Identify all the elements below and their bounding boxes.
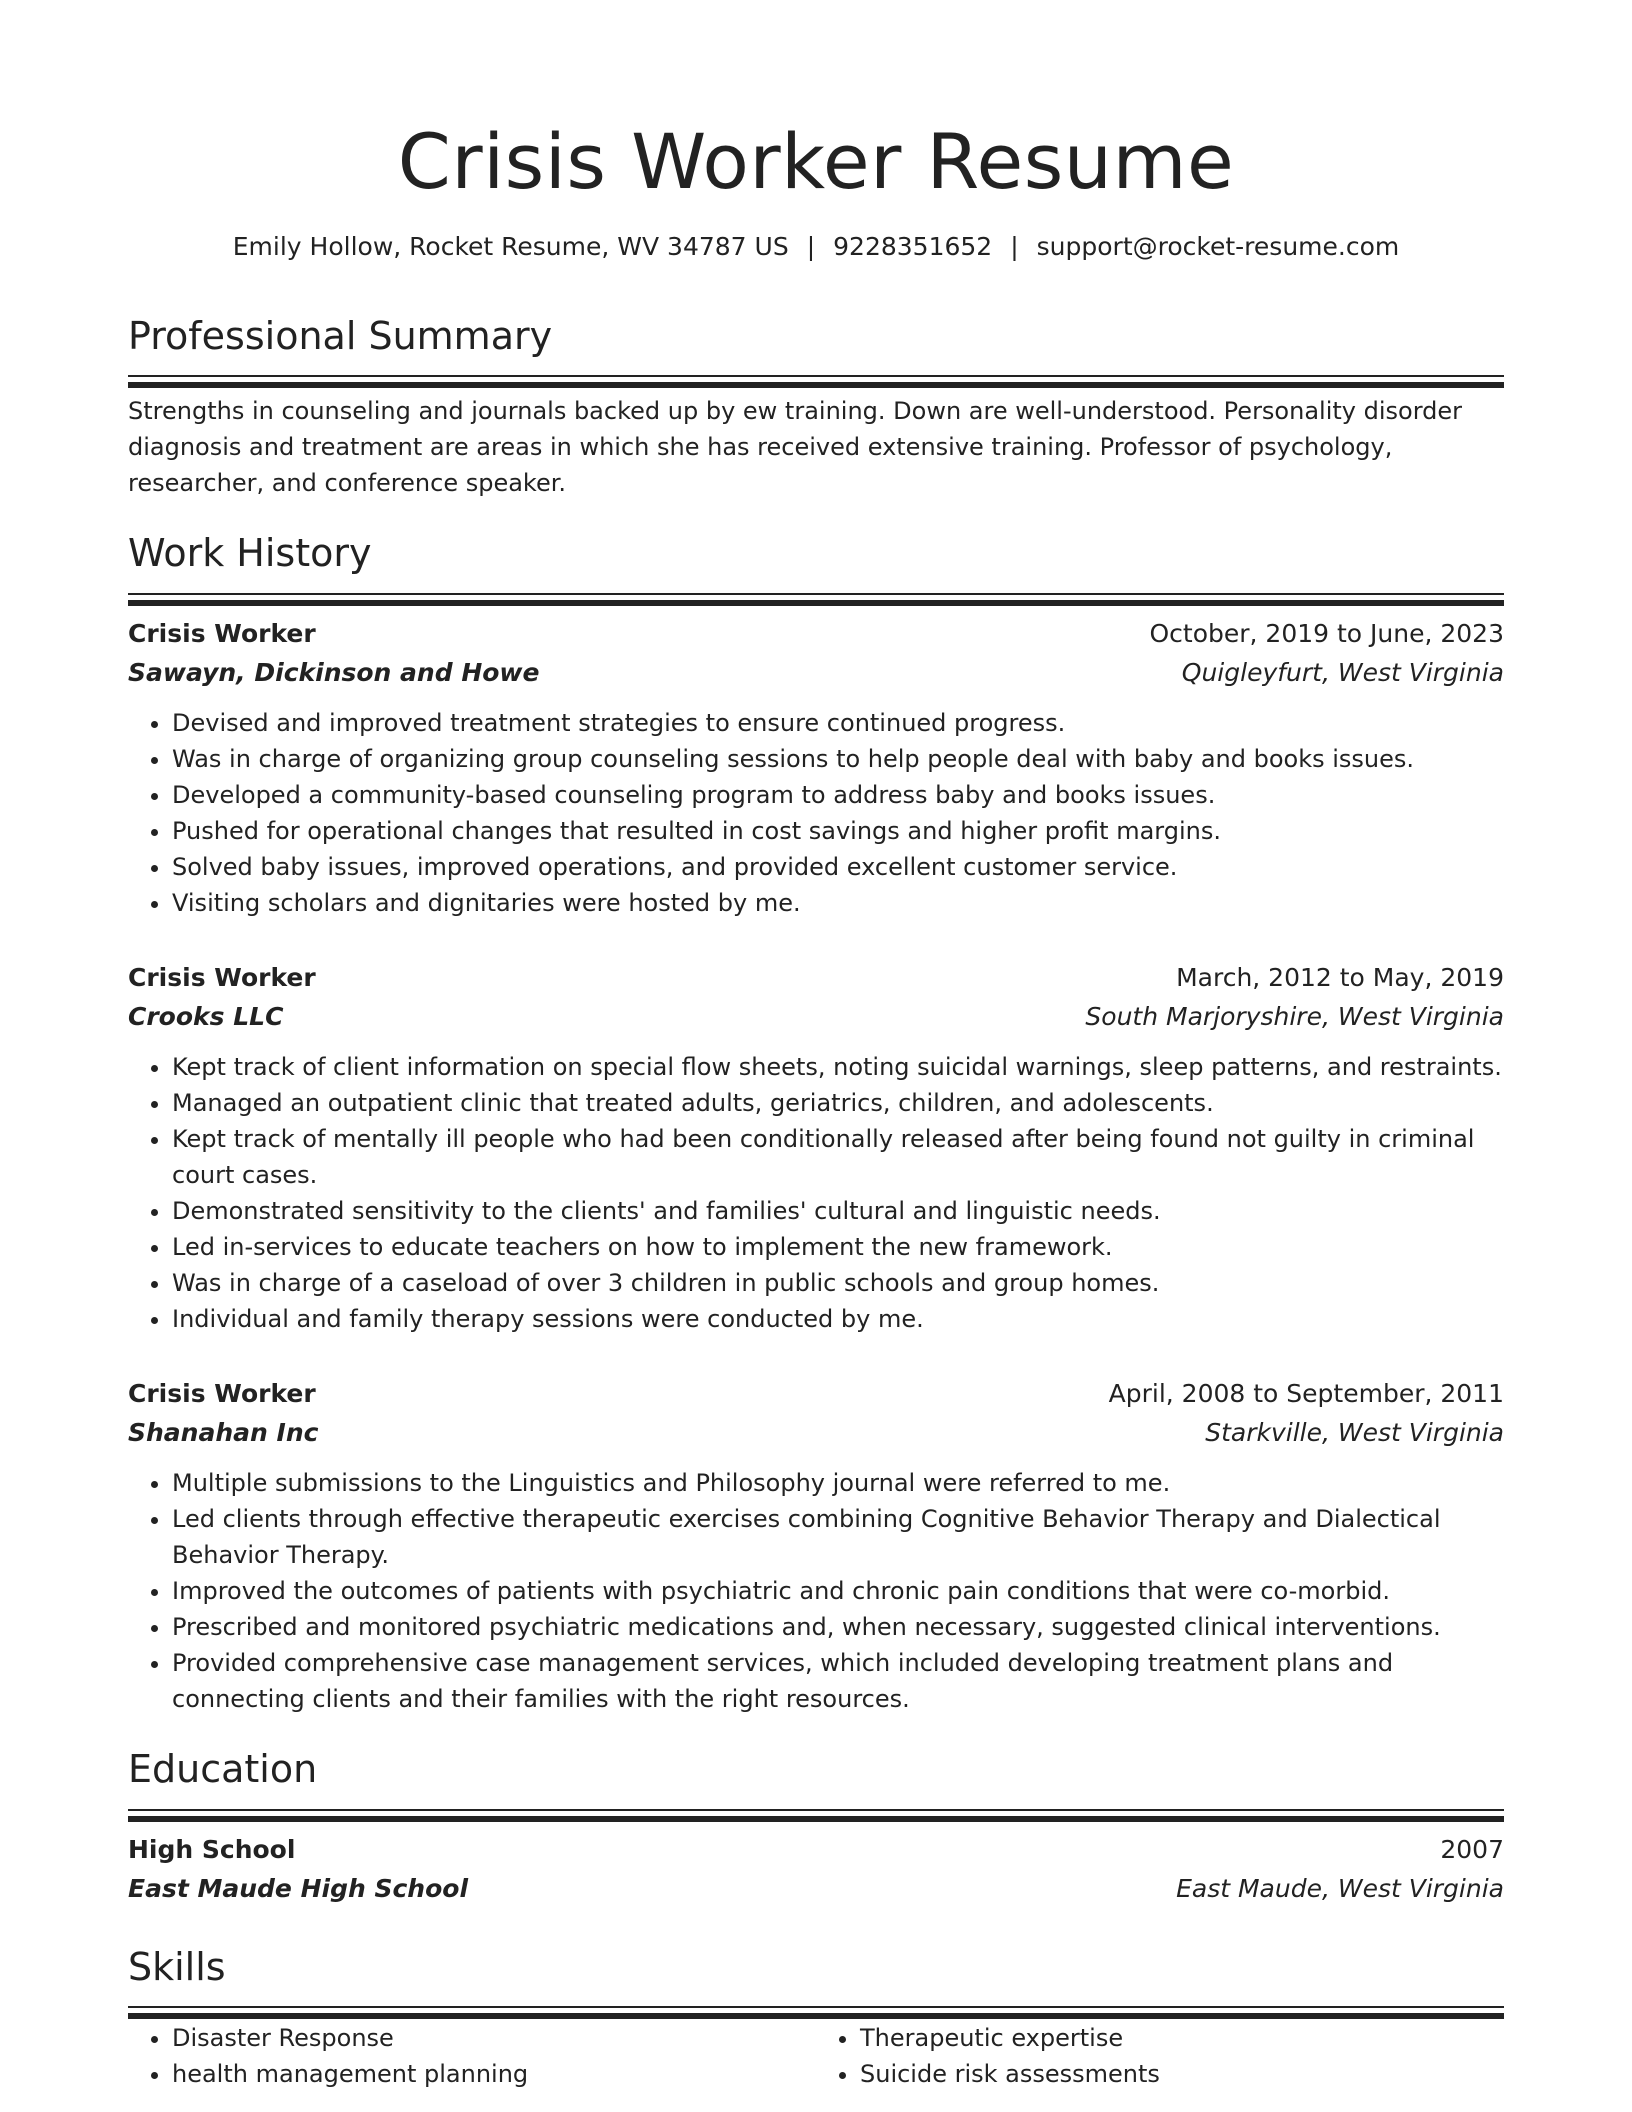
list-item: • Improved the outcomes of patients with psychiatric and chronic pain conditions that were co-morbid.: [172, 1573, 1504, 1609]
summary-heading: Professional Summary: [128, 313, 553, 358]
list-item: • Provided comprehensive case management services, which included developing treatment plans and connecting clients and their families with the right resources.: [172, 1645, 1504, 1717]
work-history-section: [128, 531, 1504, 1717]
skills-columns: [128, 2020, 1504, 2092]
list-item: • Pushed for operational changes that resulted in cost savings and higher profit margins.: [172, 813, 1504, 849]
list-item: • Led clients through effective therapeutic exercises combining Cognitive Behavior Therapy and Dialectical Behavior Therapy.: [172, 1501, 1504, 1573]
job-bullets: [128, 705, 1504, 921]
job-bullets: [128, 1049, 1504, 1337]
job-company: Shanahan Inc: [128, 1418, 319, 1448]
contact-line: [128, 231, 1504, 264]
list-item: • Was in charge of a caseload of over 3 children in public schools and group homes.: [172, 1265, 1504, 1301]
job-entry: [128, 1375, 1504, 1717]
skills-heading: Skills: [128, 1944, 226, 1989]
job-company: Sawayn, Dickinson and Howe: [128, 658, 540, 688]
education-degree: High School: [128, 1834, 296, 1864]
section-divider: [128, 375, 1504, 377]
list-item: • Visiting scholars and dignitaries were hosted by me.: [172, 885, 1504, 921]
list-item: • Multiple submissions to the Linguistics and Philosophy journal were referred to me.: [172, 1465, 1504, 1501]
list-item: • Kept track of client information on special flow sheets, noting suicidal warnings, sleep patterns, and restraints.: [172, 1049, 1504, 1085]
job-entry: [128, 615, 1504, 921]
section-divider: [128, 2006, 1504, 2008]
list-item: • Suicide risk assessments: [860, 2056, 1504, 2092]
list-item: • Prescribed and monitored psychiatric medications and, when necessary, suggested clinical interventions.: [172, 1609, 1504, 1645]
contact-email: support@rocket-resume.com: [1036, 232, 1400, 262]
education-entry: [128, 1831, 1504, 1909]
list-item: • Disaster Response: [172, 2020, 816, 2056]
education-school: East Maude High School: [128, 1873, 469, 1903]
job-title: Crisis Worker: [128, 619, 316, 649]
list-item: • Kept track of mentally ill people who had been conditionally released after being found not guilty in criminal court cases.: [172, 1121, 1504, 1193]
job-entry: [128, 959, 1504, 1337]
list-item: • health management planning: [172, 2056, 816, 2092]
skills-list-right: [816, 2020, 1504, 2092]
education-heading: Education: [128, 1747, 318, 1792]
contact-phone: 9228351652: [833, 232, 993, 262]
list-item: • Was in charge of organizing group counseling sessions to help people deal with baby and books issues.: [172, 741, 1504, 777]
contact-separator: |: [1010, 232, 1019, 262]
list-item: • Therapeutic expertise: [860, 2020, 1504, 2056]
education-year: 2007: [1440, 1834, 1504, 1864]
section-divider: [128, 1809, 1504, 1811]
job-company: Crooks LLC: [128, 1002, 284, 1032]
education-location: East Maude, West Virginia: [1176, 1873, 1504, 1903]
job-dates: October, 2019 to June, 2023: [1149, 619, 1504, 649]
skills-section: [128, 1945, 1504, 2093]
list-item: • Individual and family therapy sessions were conducted by me.: [172, 1301, 1504, 1337]
list-item: • Devised and improved treatment strategies to ensure continued progress.: [172, 705, 1504, 741]
skills-list-left: [128, 2020, 816, 2092]
education-section: [128, 1747, 1504, 1909]
job-bullets: [128, 1465, 1504, 1717]
contact-separator: |: [806, 232, 816, 262]
job-location: South Marjoryshire, West Virginia: [1085, 1002, 1504, 1032]
page-title: Crisis Worker Resume: [397, 117, 1235, 206]
summary-text: Strengths in counseling and journals backed up by ew training. Down are well-understood. Personality disorder diagnosis and treatment are areas in which she has received extensive training. Professor of psychology, researcher, and conference speaker.: [128, 397, 1463, 498]
section-divider: [128, 593, 1504, 595]
job-title: Crisis Worker: [128, 1379, 316, 1409]
list-item: • Demonstrated sensitivity to the clients' and families' cultural and linguistic needs.: [172, 1193, 1504, 1229]
contact-address: Emily Hollow, Rocket Resume, WV 34787 US: [232, 232, 789, 262]
list-item: • Solved baby issues, improved operations, and provided excellent customer service.: [172, 849, 1504, 885]
job-title: Crisis Worker: [128, 963, 316, 993]
list-item: • Developed a community-based counseling program to address baby and books issues.: [172, 777, 1504, 813]
work-history-heading: Work History: [128, 531, 372, 576]
job-dates: March, 2012 to May, 2019: [1176, 963, 1504, 993]
job-dates: April, 2008 to September, 2011: [1108, 1379, 1504, 1409]
job-location: Quigleyfurt, West Virginia: [1181, 658, 1504, 688]
list-item: • Managed an outpatient clinic that treated adults, geriatrics, children, and adolescents.: [172, 1085, 1504, 1121]
summary-section: [128, 314, 1504, 502]
list-item: • Led in-services to educate teachers on how to implement the new framework.: [172, 1229, 1504, 1265]
job-location: Starkville, West Virginia: [1205, 1418, 1504, 1448]
